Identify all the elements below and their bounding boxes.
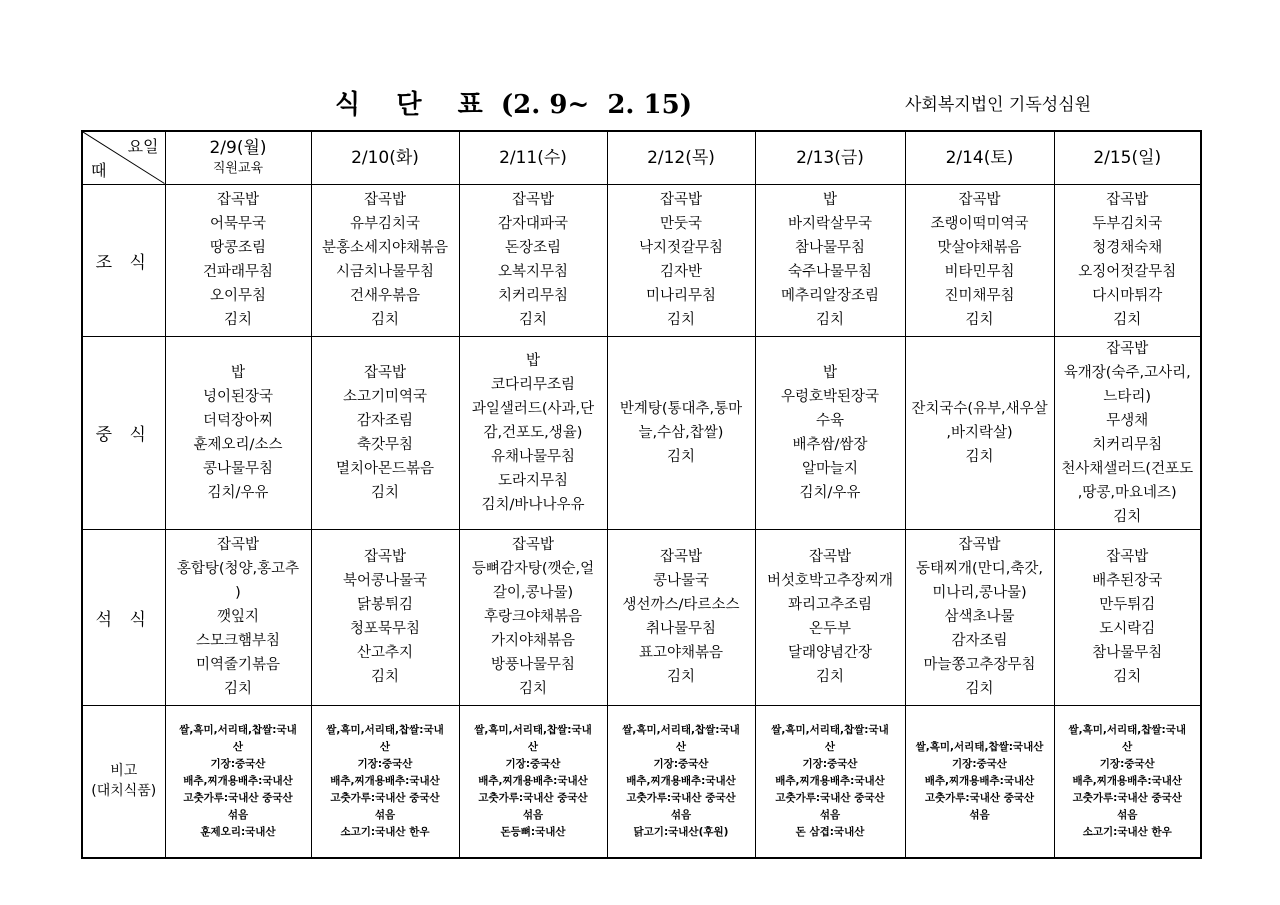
- menu-item: 김치: [666, 669, 695, 685]
- menu-item: 닭봉튀김: [356, 597, 414, 613]
- menu-cell: [311, 184, 459, 336]
- menu-item-list: [908, 397, 1052, 469]
- menu-item: 김치: [965, 312, 994, 328]
- origin-note: 섞음: [1117, 808, 1138, 821]
- origin-note: 기장:중국산: [357, 757, 413, 770]
- menu-item: 잡곡밥: [1106, 549, 1149, 565]
- menu-item: 김치: [1113, 508, 1142, 525]
- menu-item-list: [314, 545, 457, 689]
- menu-cell: [755, 184, 905, 336]
- day-date: 2/12(목): [647, 147, 715, 168]
- meal-name-label: 석 식: [95, 609, 152, 630]
- origin-note: 섞음: [227, 808, 249, 821]
- menu-item: 참나물무침: [1092, 645, 1163, 661]
- menu-item-list: [314, 361, 457, 505]
- day-date: 2/13(금): [796, 147, 864, 168]
- origin-note: 산: [1122, 740, 1133, 753]
- menu-item: 넝이된장국: [202, 388, 274, 405]
- menu-item: 밥: [525, 352, 540, 369]
- menu-item-list: [610, 545, 753, 689]
- origin-note: 훈제오리:국내산: [200, 825, 276, 838]
- menu-item-list: [462, 188, 605, 332]
- menu-item: 밥: [822, 364, 837, 381]
- page-title: 식 단 표 (2. 9~ 2. 15): [335, 90, 693, 120]
- menu-item: ,땅콩,마요네즈): [1077, 484, 1177, 501]
- menu-item-list: [1057, 545, 1199, 689]
- origin-note: 쌀,흑미,서리태,찹쌀:국내: [474, 723, 592, 736]
- menu-item-list: [168, 361, 309, 505]
- corner-label-time: 때: [91, 160, 107, 180]
- meal-row-dinner: [82, 529, 1201, 705]
- menu-item: 미나리무침: [645, 288, 717, 304]
- menu-item-list: [168, 533, 309, 701]
- menu-item: 청포묵무침: [349, 621, 421, 637]
- menu-item: 우렁호박된장국: [780, 388, 880, 405]
- menu-item: 잡곡밥: [1106, 192, 1149, 208]
- menu-item: 느타리): [1103, 388, 1152, 405]
- menu-item: 유채나물무침: [490, 448, 576, 465]
- menu-item: 건새우볶음: [349, 288, 421, 304]
- menu-item: 김치/바나나우유: [481, 496, 585, 513]
- menu-item: 잡곡밥: [363, 549, 407, 565]
- notes-cell: [905, 705, 1054, 858]
- menu-item: 비타민무침: [944, 264, 1015, 280]
- origin-note: 고춧가루:국내산 중국산: [478, 791, 588, 804]
- menu-item: 늘,수삼,찹쌀): [638, 424, 724, 441]
- menu-item: 오징어젓갈무침: [1078, 264, 1177, 280]
- menu-item: 잡곡밥: [1106, 340, 1149, 357]
- origin-note: 돈등뼈:국내산: [500, 825, 566, 838]
- menu-item: 참나물무침: [794, 240, 866, 256]
- origin-note: 산: [527, 740, 539, 753]
- menu-item: 김치: [223, 312, 252, 328]
- menu-item: 산고추지: [356, 645, 414, 661]
- menu-item: 김치: [370, 312, 399, 328]
- menu-item: 꽈리고추조림: [787, 597, 873, 613]
- meal-name-dinner: [82, 529, 165, 705]
- menu-item: 과일샐러드(사과,단: [471, 400, 595, 417]
- notes-cell: [459, 705, 607, 858]
- origin-note: 산: [232, 740, 244, 753]
- origin-note: 배추,찌개용배추:국내산: [478, 774, 588, 787]
- menu-item: 소고기미역국: [342, 388, 428, 405]
- menu-item: 축갓무침: [356, 436, 414, 453]
- menu-item: 청경채숙채: [1092, 240, 1163, 256]
- origin-note: 고춧가루:국내산 중국산: [183, 791, 293, 804]
- menu-item: 훈제오리/소스: [193, 436, 283, 453]
- menu-cell: [1054, 336, 1201, 529]
- menu-item: 어묵무국: [209, 216, 267, 232]
- origin-note-list: [908, 739, 1052, 824]
- origin-note: 고춧가루:국내산 중국산: [626, 791, 736, 804]
- menu-item: 김자반: [659, 264, 703, 280]
- menu-item-list: [610, 397, 753, 469]
- menu-item: 도시락김: [1099, 621, 1156, 637]
- menu-item: 김치: [1113, 312, 1142, 328]
- menu-item: 진미채무침: [944, 288, 1015, 304]
- meal-menu-table: [81, 130, 1202, 859]
- origin-note: 배추,찌개용배추:국내산: [183, 774, 293, 787]
- menu-item: 멸치아몬드볶음: [335, 460, 435, 477]
- menu-item-list: [314, 188, 457, 332]
- menu-item: 밥: [822, 192, 837, 208]
- menu-item: ,바지락살): [946, 424, 1013, 441]
- menu-cell: [905, 529, 1054, 705]
- menu-cell: [607, 529, 755, 705]
- menu-cell: [459, 529, 607, 705]
- origin-note: 기장:중국산: [952, 757, 1007, 770]
- menu-item: 알마늘지: [801, 460, 859, 477]
- menu-item-list: [758, 545, 903, 689]
- origin-note: 쌀,흑미,서리태,찹쌀:국내: [326, 723, 444, 736]
- menu-item: 김치: [223, 681, 252, 697]
- menu-item-list: [610, 188, 753, 332]
- menu-item: 낙지젓갈무침: [638, 240, 724, 256]
- menu-item: 감자조림: [356, 412, 414, 429]
- menu-cell: [1054, 184, 1201, 336]
- origin-note: 기장:중국산: [1099, 757, 1155, 770]
- menu-item: 치커리무침: [497, 288, 569, 304]
- menu-item: 잡곡밥: [511, 192, 555, 208]
- menu-item: 등뼈감자탕(깻순,얼: [471, 561, 595, 577]
- menu-cell: [459, 184, 607, 336]
- day-header: [165, 131, 311, 184]
- corner-label-day: 요일: [127, 137, 159, 156]
- menu-item: 바지락살무국: [787, 216, 873, 232]
- origin-note: 쌀,흑미,서리태,찹쌀:국내: [622, 723, 740, 736]
- origin-note: 고춧가루:국내산 중국산: [775, 791, 885, 804]
- origin-note: 배추,찌개용배추:국내산: [924, 774, 1035, 787]
- menu-item: 오이무침: [209, 288, 267, 304]
- menu-item: 미나리,콩나물): [932, 585, 1027, 601]
- menu-item-list: [462, 533, 605, 701]
- menu-item: 표고야채볶음: [638, 645, 724, 661]
- origin-note: 소고기:국내산 한우: [1082, 825, 1172, 838]
- origin-note-list: [314, 722, 457, 841]
- menu-item: 김치: [370, 484, 399, 501]
- origin-note: 쌀,흑미,서리태,찹쌀:국내: [771, 723, 889, 736]
- origin-note: 섞음: [374, 808, 396, 821]
- menu-item: 도라지무침: [497, 472, 569, 489]
- menu-item: 조랭이떡미역국: [930, 216, 1029, 232]
- menu-item: 다시마튀각: [1092, 288, 1163, 304]
- menu-item: 깻잎지: [216, 609, 260, 625]
- menu-item: 배추쌈/쌈장: [792, 436, 868, 453]
- menu-item: 건파래무침: [202, 264, 274, 280]
- menu-cell: [459, 336, 607, 529]
- menu-item: 메추리알장조림: [780, 288, 880, 304]
- menu-item: 반계탕(통대추,통마: [619, 400, 743, 417]
- origin-note: 산: [379, 740, 391, 753]
- menu-item: 취나물무침: [645, 621, 717, 637]
- day-date: 2/10(화): [351, 147, 419, 168]
- menu-item-list: [168, 188, 309, 332]
- menu-item: 김치: [370, 669, 399, 685]
- menu-cell: [311, 529, 459, 705]
- origin-note: 배추,찌개용배추:국내산: [1072, 774, 1183, 787]
- menu-item-list: [758, 361, 903, 505]
- origin-note: 기장:중국산: [505, 757, 561, 770]
- organization-name: 사회복지법인 기독성심원: [905, 95, 1092, 115]
- day-header: [905, 131, 1054, 184]
- menu-item: 시금치나물무침: [335, 264, 435, 280]
- notes-row-label: [82, 705, 165, 858]
- menu-item: 콩나물국: [652, 573, 710, 589]
- origin-note-list: [1057, 722, 1199, 841]
- menu-cell: [607, 184, 755, 336]
- day-header: [311, 131, 459, 184]
- menu-item: 달래양념간장: [787, 645, 873, 661]
- corner-cell: [82, 131, 165, 184]
- notes-cell: [755, 705, 905, 858]
- menu-item: 김치: [815, 312, 844, 328]
- meal-name-lunch: [82, 336, 165, 529]
- menu-item: 만둣국: [659, 216, 703, 232]
- menu-item: 홍합탕(청양,홍고추: [176, 561, 300, 577]
- menu-item: 천사채샐러드(건포도: [1061, 460, 1194, 477]
- menu-item: ): [235, 585, 241, 601]
- menu-item: 감자조림: [951, 633, 1008, 649]
- meal-row-breakfast: [82, 184, 1201, 336]
- notes-cell: [1054, 705, 1201, 858]
- menu-item: 땅콩조림: [209, 240, 267, 256]
- day-date: 2/14(토): [945, 147, 1014, 168]
- menu-item: 잡곡밥: [659, 549, 703, 565]
- menu-cell: [905, 336, 1054, 529]
- origin-note: 쌀,흑미,서리태,찹쌀:국내: [1068, 723, 1187, 736]
- origin-note: 고춧가루:국내산 중국산: [330, 791, 440, 804]
- day-header: [755, 131, 905, 184]
- menu-item: 김치: [666, 312, 695, 328]
- menu-item: 잡곡밥: [216, 192, 260, 208]
- menu-item: 돈장조림: [504, 240, 562, 256]
- menu-item: 두부김치국: [1092, 216, 1163, 232]
- notes-cell: [311, 705, 459, 858]
- menu-cell: [755, 336, 905, 529]
- origin-note: 섞음: [670, 808, 692, 821]
- menu-item: 무생채: [1106, 412, 1149, 429]
- menu-item: 만두튀김: [1099, 597, 1156, 613]
- menu-item: 맛살야채볶음: [937, 240, 1022, 256]
- menu-item: 김치: [965, 681, 994, 697]
- notes-row: [82, 705, 1201, 858]
- menu-item: 김치: [518, 312, 547, 328]
- day-date: 2/11(수): [499, 147, 567, 168]
- menu-item: 잡곡밥: [363, 192, 407, 208]
- menu-item: 육개장(숙주,고사리,: [1063, 364, 1191, 381]
- menu-item: 잡곡밥: [958, 537, 1001, 553]
- menu-item-list: [758, 188, 903, 332]
- origin-note: 고춧가루:국내산 중국산: [924, 791, 1035, 804]
- day-date: 2/9(월): [209, 137, 267, 158]
- origin-note: 쌀,흑미,서리태,찹쌀:국내: [179, 723, 297, 736]
- origin-note-list: [168, 722, 309, 841]
- origin-note: 섞음: [969, 808, 990, 821]
- origin-note: 산: [824, 740, 836, 753]
- menu-item: 잡곡밥: [511, 537, 555, 553]
- header-row: [82, 131, 1201, 184]
- day-date: 2/15(일): [1093, 147, 1162, 168]
- menu-item-list: [462, 349, 605, 517]
- day-header: [459, 131, 607, 184]
- menu-item: 잡곡밥: [958, 192, 1001, 208]
- notes-cell: [165, 705, 311, 858]
- menu-item: 스모크햄부침: [195, 633, 281, 649]
- menu-item: 콩나물무침: [202, 460, 274, 477]
- origin-note: 닭고기:국내산(후원): [633, 825, 729, 838]
- origin-note: 소고기:국내산 한우: [340, 825, 430, 838]
- meal-name-label: 조 식: [95, 252, 152, 273]
- menu-cell: [165, 529, 311, 705]
- origin-note: 쌀,흑미,서리태,찹쌀:국내산: [915, 740, 1044, 753]
- menu-item: 숙주나물무침: [787, 264, 873, 280]
- menu-item: 김치: [666, 448, 695, 465]
- menu-item: 유부김치국: [349, 216, 421, 232]
- origin-note-list: [610, 722, 753, 841]
- menu-item: 수육: [815, 412, 844, 429]
- menu-item: 잡곡밥: [659, 192, 703, 208]
- menu-item: 밥: [230, 364, 245, 381]
- menu-item: 갈이,콩나물): [492, 585, 574, 601]
- menu-item: 마늘쫑고추장무침: [923, 657, 1036, 673]
- menu-item: 동태찌개(만디,축갓,: [916, 561, 1043, 577]
- menu-item: 방풍나물무침: [490, 657, 576, 673]
- menu-item: 김치: [518, 681, 547, 697]
- origin-note: 기장:중국산: [653, 757, 709, 770]
- menu-item: 잔치국수(유부,새우살: [911, 400, 1048, 417]
- meal-name-label: 중 식: [95, 425, 152, 445]
- day-header: [607, 131, 755, 184]
- menu-item: 잡곡밥: [216, 537, 260, 553]
- origin-note-list: [758, 722, 903, 841]
- menu-item-list: [908, 533, 1052, 701]
- day-header: [1054, 131, 1201, 184]
- origin-note: 섞음: [522, 808, 544, 821]
- day-note: 직원교육: [212, 160, 264, 176]
- menu-item: 김치: [965, 448, 994, 465]
- menu-item: 코다리무조림: [490, 376, 576, 393]
- menu-cell: [1054, 529, 1201, 705]
- menu-item: 후랑크야채볶음: [483, 609, 583, 625]
- menu-item: 더덕장아찌: [202, 412, 274, 429]
- meal-row-lunch: [82, 336, 1201, 529]
- menu-item: 감자대파국: [497, 216, 569, 232]
- menu-item: 치커리무침: [1092, 436, 1163, 453]
- menu-item: 김치/우유: [799, 484, 861, 501]
- menu-item: 잡곡밥: [363, 364, 407, 381]
- origin-note: 배추,찌개용배추:국내산: [330, 774, 440, 787]
- menu-item: 미역줄기볶음: [195, 657, 281, 673]
- notes-label-line1: 비고: [110, 763, 138, 780]
- origin-note: 섞음: [819, 808, 841, 821]
- origin-note: 산: [675, 740, 687, 753]
- meal-name-breakfast: [82, 184, 165, 336]
- notes-label-line2: (대치식품): [91, 783, 157, 800]
- menu-cell: [311, 336, 459, 529]
- origin-note: 기장:중국산: [802, 757, 858, 770]
- menu-item: 김치: [815, 669, 844, 685]
- menu-item: 버섯호박고추장찌개: [766, 573, 894, 589]
- notes-cell: [607, 705, 755, 858]
- menu-cell: [165, 184, 311, 336]
- menu-item: 가지야채볶음: [490, 633, 576, 649]
- origin-note-list: [462, 722, 605, 841]
- menu-item: 잡곡밥: [808, 549, 852, 565]
- menu-item: 배추된장국: [1092, 573, 1163, 589]
- origin-note: 배추,찌개용배추:국내산: [775, 774, 885, 787]
- origin-note: 돈 삼겹:국내산: [795, 825, 865, 838]
- origin-note: 배추,찌개용배추:국내산: [626, 774, 736, 787]
- menu-item: 감,건포도,생율): [483, 424, 583, 441]
- menu-item: 오복지무침: [497, 264, 569, 280]
- menu-item-list: [1057, 188, 1199, 332]
- menu-item: 온두부: [808, 621, 852, 637]
- menu-item-list: [908, 188, 1052, 332]
- menu-cell: [755, 529, 905, 705]
- menu-item: 김치: [1113, 669, 1142, 685]
- menu-item: 김치/우유: [207, 484, 269, 501]
- menu-cell: [905, 184, 1054, 336]
- menu-item: 북어콩나물국: [342, 573, 428, 589]
- menu-item: 생선까스/타르소스: [622, 597, 740, 613]
- origin-note: 기장:중국산: [210, 757, 266, 770]
- menu-item-list: [1057, 337, 1199, 529]
- origin-note: 고춧가루:국내산 중국산: [1072, 791, 1182, 804]
- menu-cell: [165, 336, 311, 529]
- menu-cell: [607, 336, 755, 529]
- menu-item: 삼색초나물: [944, 609, 1015, 625]
- menu-item: 분홍소세지야채볶음: [321, 240, 449, 256]
